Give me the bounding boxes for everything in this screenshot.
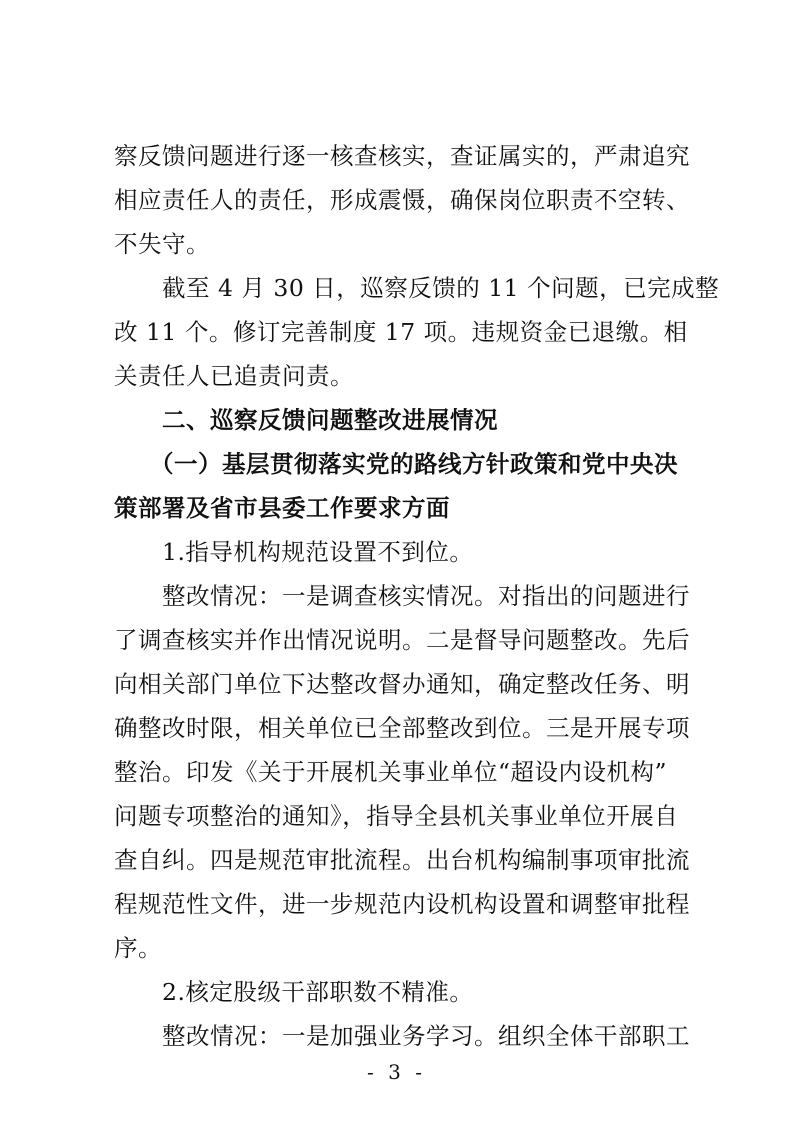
item-title: 1.指导机构规范设置不到位。 <box>162 538 474 566</box>
paragraph-line: 整治。印发《关于开展机关事业单位“超设内设机构” <box>114 758 668 786</box>
paragraph-line: 程规范性文件，进一步规范内设机构设置和调整审批程 <box>114 890 690 918</box>
paragraph-line: 了调查核实并作出情况说明。二是督导问题整改。先后 <box>114 626 690 654</box>
paragraph-line: 向相关部门单位下达整改督办通知，确定整改任务、明 <box>114 670 690 698</box>
paragraph-line: 序。 <box>114 934 162 962</box>
paragraph-line: 关责任人已追责问责。 <box>114 362 354 390</box>
item-title: 2.核定股级干部职数不精准。 <box>162 978 474 1006</box>
paragraph-line: 不失守。 <box>114 230 210 258</box>
page-number: - 3 - <box>367 1060 426 1084</box>
paragraph-line: 问题专项整治的通知》，指导全县机关事业单位开展自 <box>114 802 679 830</box>
section-heading: 二、巡察反馈问题整改进展情况 <box>162 406 498 434</box>
paragraph-line: 整改情况：一是调查核实情况。对指出的问题进行 <box>162 582 690 610</box>
subsection-heading: 策部署及省市县委工作要求方面 <box>114 494 450 522</box>
paragraph-line: 整改情况：一是加强业务学习。组织全体干部职工 <box>162 1022 690 1050</box>
paragraph-line: 确整改时限，相关单位已全部整改到位。三是开展专项 <box>114 714 690 742</box>
paragraph-line: 查自纠。四是规范审批流程。出台机构编制事项审批流 <box>114 846 690 874</box>
paragraph-line: 截至 4 月 30 日，巡察反馈的 11 个问题，已完成整 <box>162 274 720 302</box>
subsection-heading: （一）基层贯彻落实党的路线方针政策和党中央决 <box>150 450 678 478</box>
paragraph-line: 改 11 个。修订完善制度 17 项。违规资金已退缴。相 <box>114 318 688 346</box>
paragraph-line: 察反馈问题进行逐一核查核实，查证属实的，严肃追究 <box>114 142 690 170</box>
paragraph-line: 相应责任人的责任，形成震慑，确保岗位职责不空转、 <box>114 186 690 214</box>
